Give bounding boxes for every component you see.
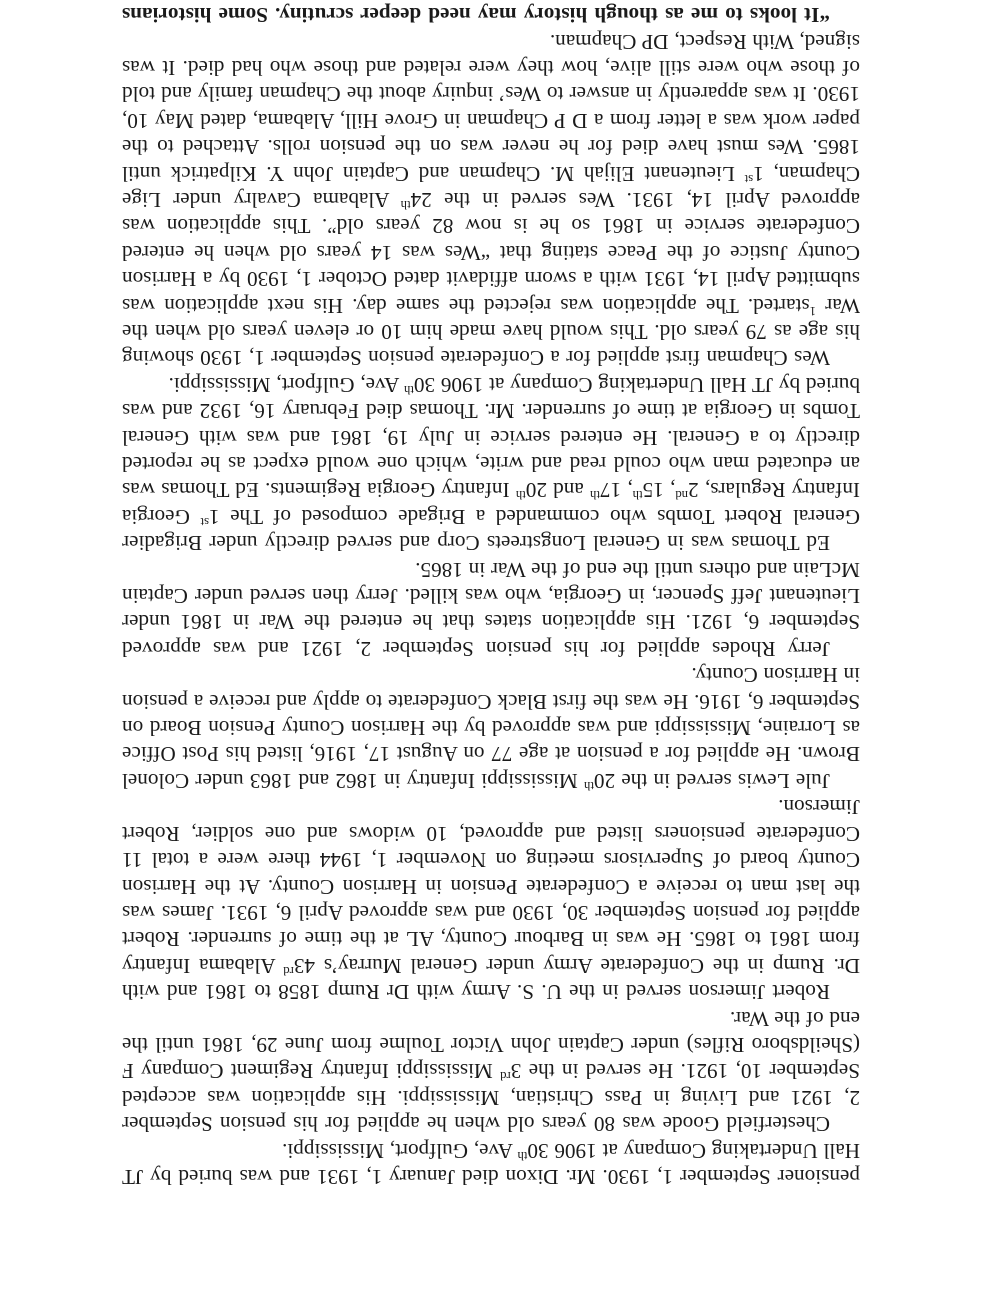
text-run: Ed Thomas was in General Longstreets Corp and served directly under Brigadier General Robert Tombs who commanded a Brigade composed of The 1 (122, 504, 860, 556)
paragraph-list (122, 28, 860, 1190)
text-run: Alabama Infantry from 1861 to 1865. He was in Barbour County, AL at the time of surrender. Robert applied for pension September 30, 1930 and was approved April 6, 1931. James was the last man to receive a Confederate Pension in Harrison County. At the Harrison County board of Supervisors meeting on November 1, 1944 there were a total 11 Confederate pensioners listed and approved, 10 widows and one soldier, Robert Jimerson. (122, 795, 860, 978)
text-run: , 15 (642, 478, 676, 503)
superscript: st (200, 514, 209, 529)
text-run: Ave, Gulfport, Mississippi. (168, 372, 404, 397)
paragraph-lewis (122, 662, 860, 794)
text-run: pensioner September 1, 1930. Mr. Dixon died January 1, 1931 and was buried by JT Hall Undertaking Company at 1906 30 (122, 1138, 860, 1189)
text-run: , 17 (599, 478, 633, 503)
text-run: Mississippi Infantry Regiment Company F (Sheildsboro Rifles) under Captain John Victor Toulme from June 29, 1861 until the end of the War. (122, 1006, 860, 1084)
paragraph-rhodes (122, 556, 860, 662)
quote-text: “It looks to me as though history may need deeper scrutiny. Some historians (122, 3, 830, 28)
text-run: Chesterfield Goode was 80 years old when he applied for his pension September 2, 1921 and Living in Pass Christian, Mississippi. His application was accepted September 10, 1921. He served in the 3 (122, 1059, 860, 1137)
text-run: and 20 (525, 478, 591, 503)
text-run: Jerry Rhodes applied for his pension September 2, 1921 and was approved September 6, 1921. His application states that he entered the War in 1861 under Lieutenant Jeff Spencer, in Georgia, who was killed. Jerry then served under Captain McLain and others until the end of the War in 1865. (122, 557, 860, 661)
text-run: Georgia Infantry Regulars, 2 (122, 478, 860, 529)
superscript: th (517, 1148, 528, 1163)
paragraph-dixon-end (122, 1137, 860, 1190)
text-run: Infantry Georgia Regiments. Ed Thomas was an educated man who could read and write, which one would expect as he reported directly to a General. He entered service in July 19, 1861 and was with General Tombs in Georgia at time of surrender. Mr. Thomas died February 16, 1932 and was buried by JT Hall Undertaking Company at 1906 30 (121, 372, 860, 503)
text-run: Ave, Gulfport, Mississippi. (282, 1138, 518, 1163)
superscript: th (515, 488, 526, 503)
superscript: rd (283, 963, 294, 978)
text-run: Lieutenant Elijah M. Chapman and Captain John Y. Kilpatrick until 1865. Wes must have died for he never was on the pension rolls. Attached to the paper work was a letter from a D P Chapman in Grove Hill, Alabama, dated May 10, 1930. It was apparently in answer to Wes’ inquiry about the Chapman family and told of those who were still alive, how they were related and those who had died. It was signed, With Respect, DP Chapman. (121, 29, 860, 186)
superscript: th (584, 778, 594, 793)
document-body (122, 0, 860, 1190)
superscript: nd (675, 488, 689, 503)
superscript: rd (500, 1069, 511, 1084)
text-run: Mississippi Infantry in 1862 and 1863 under Colonel Brown. He applied for a pension at age 77 on August 17, 1916, listed his Post Office as Lorraine, Mississippi and was approved by the Harrison County Pension Board on September 6, 1916. He was the first Black Confederate to apply and receive a pension in Harrison County. (122, 663, 860, 793)
text-run: Alabama Cavalry under Lige Chapman, 1 (122, 161, 860, 212)
superscript: th (590, 488, 600, 503)
paragraph-goode (122, 1005, 860, 1137)
superscript: th (632, 488, 643, 503)
text-run: Wes Chapman first applied for a Confederate pension September 1, 1930 showing his age as 79 years old. This would have made him 10 or eleven years old when the War (122, 293, 860, 371)
superscript: st (744, 171, 754, 186)
paragraph-thomas (122, 371, 860, 556)
superscript: th (403, 382, 414, 397)
superscript: 1 (809, 303, 816, 318)
paragraph-jimerson (122, 794, 860, 1005)
paragraph-chapman (122, 28, 860, 371)
text-run: started. The application was rejected the same day. His next application was submitted April 14, 1931 with a sworn affidavit dated October 1, 1930 by a Harrison County Justice of the Peace stating that “Wes was 14 years old when he entered Confederate service in 1861 so he is now 82 years old”. This application was approved April 14, 1931. Wes served in the 24 (122, 187, 860, 318)
superscript: th (400, 198, 411, 213)
closing-quote (122, 0, 860, 28)
text-run: Robert Jimerson served in the U. S. Army with Dr Rump 1858 to 1861 and with Dr. Rump in the Confederate Army under General Murray’s 43 (122, 953, 860, 1005)
text-run: Jule Lewis served in the 20 (593, 768, 830, 793)
